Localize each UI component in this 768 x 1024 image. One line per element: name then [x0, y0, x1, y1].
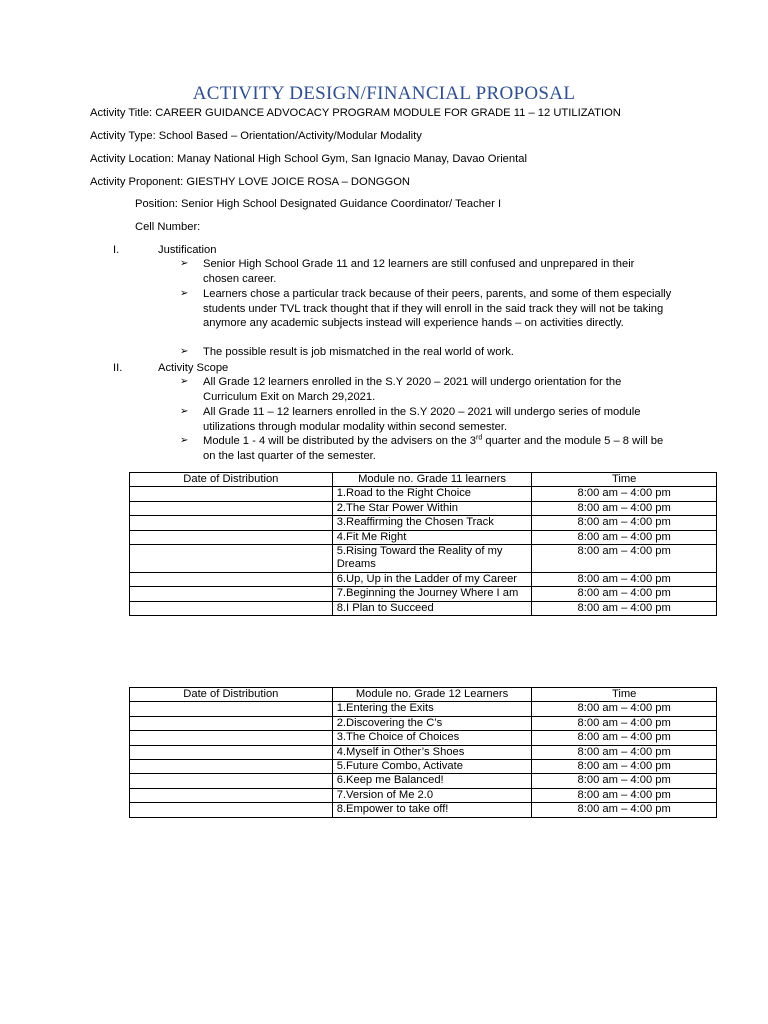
- module-cell: 3.Reaffirming the Chosen Track: [332, 516, 532, 530]
- date-cell: [130, 702, 333, 716]
- module-cell: 7.Version of Me 2.0: [332, 788, 532, 802]
- time-cell: 8:00 am – 4:00 pm: [532, 545, 717, 573]
- date-cell: [130, 487, 333, 501]
- date-cell: [130, 774, 333, 788]
- time-cell: 8:00 am – 4:00 pm: [532, 716, 717, 730]
- column-header: Time: [532, 688, 717, 702]
- date-cell: [130, 601, 333, 615]
- activity-proponent-field: Activity Proponent: GIESTHY LOVE JOICE ROSA – DONGGON: [90, 176, 410, 188]
- table-row: [130, 487, 717, 501]
- module-cell: 5.Rising Toward the Reality of my Dreams: [332, 545, 532, 573]
- list-item: ➢ Learners chose a particular track because of their peers, parents, and some of them especially students under TVL track thought that if they will enroll in the said track they will not be taking anymore any academic subjects instead will experience hands – on activities directly.: [180, 288, 672, 329]
- time-cell: 8:00 am – 4:00 pm: [532, 702, 717, 716]
- column-header: Date of Distribution: [130, 473, 333, 487]
- section-numeral: II.: [113, 362, 123, 374]
- table-row: [130, 774, 717, 788]
- column-header: Time: [532, 473, 717, 487]
- table-row: [130, 587, 717, 601]
- time-cell: 8:00 am – 4:00 pm: [532, 745, 717, 759]
- time-cell: 8:00 am – 4:00 pm: [532, 760, 717, 774]
- time-cell: 8:00 am – 4:00 pm: [532, 501, 717, 515]
- date-cell: [130, 803, 333, 817]
- time-cell: 8:00 am – 4:00 pm: [532, 530, 717, 544]
- time-cell: 8:00 am – 4:00 pm: [532, 774, 717, 788]
- date-cell: [130, 545, 333, 573]
- cell-number-field: Cell Number:: [135, 221, 201, 233]
- column-header: Module no. Grade 12 Learners: [332, 688, 532, 702]
- section-heading: Activity Scope: [158, 362, 229, 374]
- table-row: [130, 545, 717, 573]
- arrow-bullet-icon: ➢: [180, 435, 189, 446]
- list-item: ➢ All Grade 12 learners enrolled in the S.Y 2020 – 2021 will undergo orientation for the Curriculum Exit on March 29,2021.: [180, 376, 622, 403]
- table-row: [130, 516, 717, 530]
- arrow-bullet-icon: ➢: [180, 258, 189, 269]
- document-title: ACTIVITY DESIGN/FINANCIAL PROPOSAL: [192, 83, 576, 104]
- date-cell: [130, 587, 333, 601]
- list-item: ➢ Senior High School Grade 11 and 12 learners are still confused and unprepared in their chosen career.: [180, 258, 635, 285]
- module-cell: 1.Entering the Exits: [332, 702, 532, 716]
- table-row: [130, 760, 717, 774]
- date-cell: [130, 572, 333, 586]
- arrow-bullet-icon: ➢: [180, 346, 189, 357]
- module-cell: 7.Beginning the Journey Where I am: [332, 587, 532, 601]
- time-cell: 8:00 am – 4:00 pm: [532, 587, 717, 601]
- module-cell: 2.The Star Power Within: [332, 501, 532, 515]
- grade-11-schedule-table: [129, 472, 717, 616]
- module-cell: 4.Myself in Other’s Shoes: [332, 745, 532, 759]
- arrow-bullet-icon: ➢: [180, 406, 189, 417]
- time-cell: 8:00 am – 4:00 pm: [532, 572, 717, 586]
- table-row: [130, 745, 717, 759]
- module-cell: 3.The Choice of Choices: [332, 731, 532, 745]
- table-header-row: [130, 473, 717, 487]
- grade-12-schedule-table: [129, 687, 717, 818]
- position-field: Position: Senior High School Designated Guidance Coordinator/ Teacher I: [135, 198, 502, 210]
- date-cell: [130, 788, 333, 802]
- table-row: [130, 731, 717, 745]
- list-item: ➢ Module 1 - 4 will be distributed by the advisers on the 3rd quarter and the module 5 – 8 will be on the last quarter of the semester.: [180, 434, 664, 462]
- date-cell: [130, 501, 333, 515]
- activity-type-field: Activity Type: School Based – Orientation/Activity/Modular Modality: [90, 130, 422, 142]
- list-item: ➢ The possible result is job mismatched in the real world of work.: [180, 346, 514, 358]
- module-cell: 5.Future Combo, Activate: [332, 760, 532, 774]
- arrow-bullet-icon: ➢: [180, 288, 189, 299]
- date-cell: [130, 716, 333, 730]
- time-cell: 8:00 am – 4:00 pm: [532, 487, 717, 501]
- date-cell: [130, 760, 333, 774]
- module-cell: 4.Fit Me Right: [332, 530, 532, 544]
- module-cell: 2.Discovering the C’s: [332, 716, 532, 730]
- activity-title-field: Activity Title: CAREER GUIDANCE ADVOCACY PROGRAM MODULE FOR GRADE 11 – 12 UTILIZATION: [90, 107, 621, 119]
- table-row: [130, 716, 717, 730]
- module-cell: 1.Road to the Right Choice: [332, 487, 532, 501]
- table-row: [130, 788, 717, 802]
- module-cell: 8.I Plan to Succeed: [332, 601, 532, 615]
- time-cell: 8:00 am – 4:00 pm: [532, 601, 717, 615]
- section-heading: Justification: [158, 244, 217, 256]
- table-row: [130, 572, 717, 586]
- time-cell: 8:00 am – 4:00 pm: [532, 788, 717, 802]
- table-row: [130, 702, 717, 716]
- table-row: [130, 601, 717, 615]
- table-row: [130, 803, 717, 817]
- list-item: ➢ All Grade 11 – 12 learners enrolled in the S.Y 2020 – 2021 will undergo series of module utilizations through modular modality within second semester.: [180, 406, 641, 433]
- module-cell: 8.Empower to take off!: [332, 803, 532, 817]
- table-header-row: [130, 688, 717, 702]
- table-row: [130, 530, 717, 544]
- table-row: [130, 501, 717, 515]
- column-header: Module no. Grade 11 learners: [332, 473, 532, 487]
- column-header: Date of Distribution: [130, 688, 333, 702]
- section-numeral: I.: [113, 244, 120, 256]
- date-cell: [130, 731, 333, 745]
- time-cell: 8:00 am – 4:00 pm: [532, 803, 717, 817]
- date-cell: [130, 745, 333, 759]
- date-cell: [130, 530, 333, 544]
- activity-location-field: Activity Location: Manay National High School Gym, San Ignacio Manay, Davao Oriental: [90, 153, 527, 165]
- time-cell: 8:00 am – 4:00 pm: [532, 516, 717, 530]
- module-cell: 6.Keep me Balanced!: [332, 774, 532, 788]
- arrow-bullet-icon: ➢: [180, 376, 189, 387]
- date-cell: [130, 516, 333, 530]
- module-cell: 6.Up, Up in the Ladder of my Career: [332, 572, 532, 586]
- time-cell: 8:00 am – 4:00 pm: [532, 731, 717, 745]
